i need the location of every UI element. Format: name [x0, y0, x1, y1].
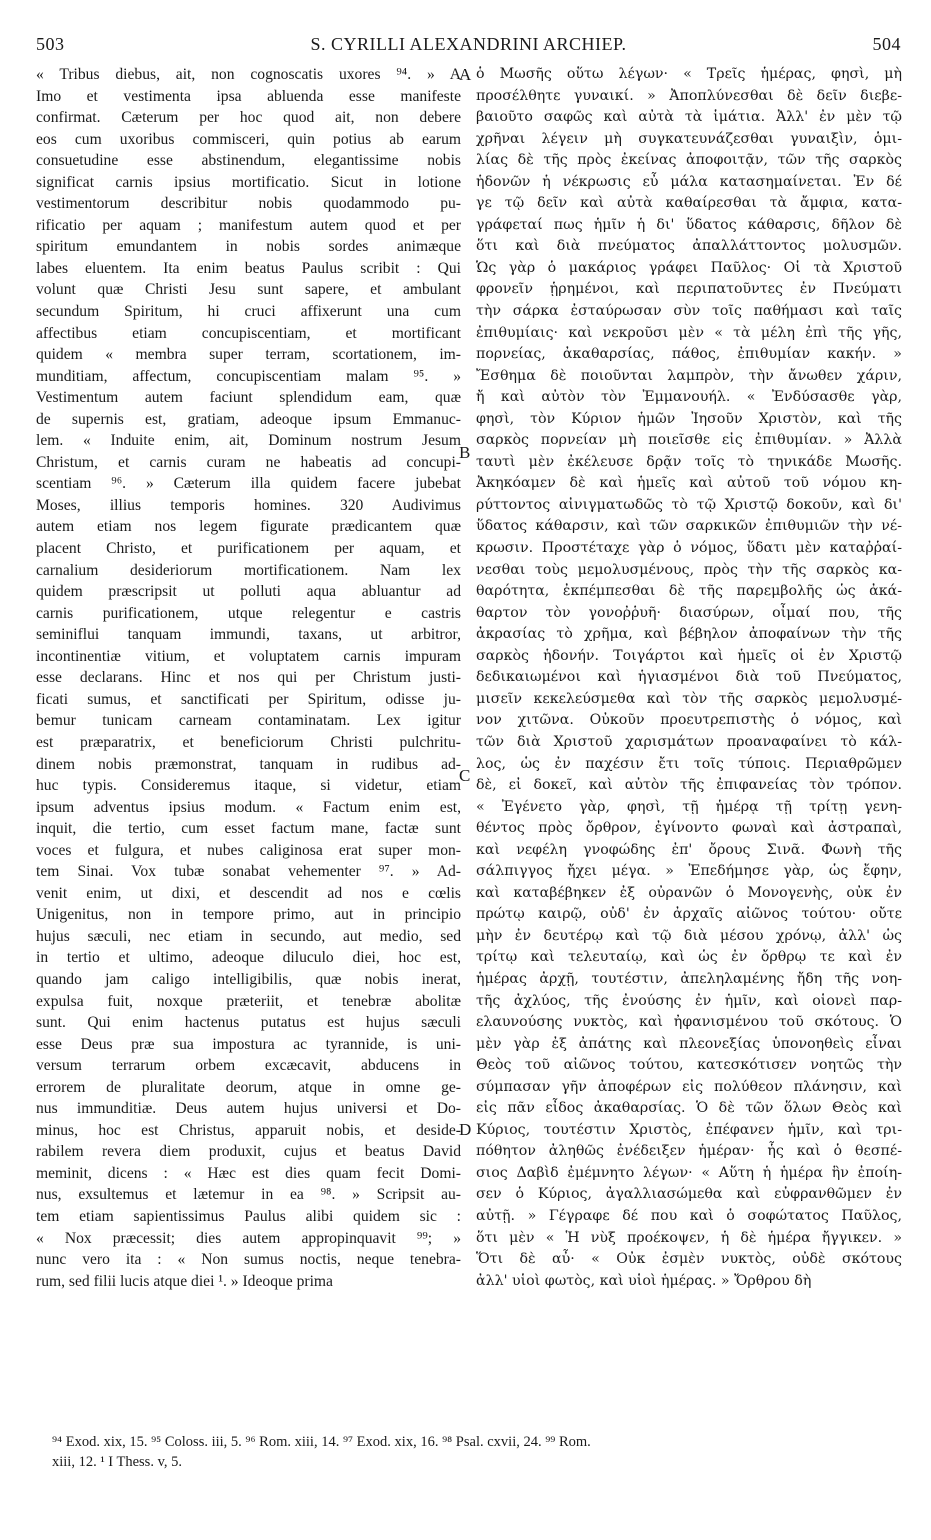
- greek-text-line: σαρκὸς ἡδονήν. Τοιγάρτοι καὶ ἡμεῖς οἱ ἐν Χριστῷ: [476, 647, 902, 664]
- greek-text-line: πρώτῳ καιρῷ, οὐδ' ἐν ἀρχαῖς αἰῶνος τούτου· οὔτε: [476, 906, 902, 923]
- margin-marker-a: A: [459, 65, 472, 84]
- greek-text-line: ἀλλ' υἱοὶ φωτὸς, καὶ υἱοὶ ἡμέρας. » Ὄρθρου δὴ: [476, 1272, 812, 1289]
- greek-text-line: ὕδατος κάθαρσιν, καὶ τῶν σαρκικῶν ἐπιθυμιῶν τὴν νέ-: [476, 518, 902, 535]
- latin-text-line: de supernis est, gratiam, adeoque ipsum Emmanuc-: [36, 410, 461, 428]
- latin-text-line: Unigenitus, non in tempore primo, aut in principio: [36, 906, 461, 924]
- greek-text-line: χρῆναι λέγειν μὴ συγκατευνάζεσθαι γυναιξὶν, ὁμι-: [476, 130, 902, 147]
- greek-text-line: ἐπιθυμίαις· καὶ νεκροῦσι μὲν « τὰ μέλη ἐπὶ τῆς γῆς,: [476, 324, 902, 341]
- latin-text-line: confirmat. Cæterum per hoc quod ait, non debere: [36, 109, 461, 127]
- greek-text-line: θαρτον τὸν γονοῤῥυῆ· διασύρων, οἶμαί που, τῆς: [476, 604, 902, 621]
- greek-text-line: « Ἐγένετο γὰρ, φησὶ, τῇ ἡμέρᾳ τῇ τρίτῃ γενη-: [476, 798, 902, 815]
- greek-text-line: Κύριος, τουτέστιν Χριστὸς, ἐπέφανεν ἡμῖν, καὶ τρι-: [476, 1121, 902, 1138]
- greek-text-line: φρονεῖν ᾑρημένοι, καὶ περιπατοῦντες ἐν Πνεύματι: [476, 281, 902, 298]
- latin-text-line: tem etiam sapientissimus Paulus alibi quidem sic :: [36, 1207, 461, 1225]
- margin-marker-b: B: [459, 443, 471, 462]
- greek-text-line: σύμπασαν γῆν ἀποφέρων εἰς πολύθεον πλάνησιν, καὶ: [476, 1078, 902, 1095]
- latin-text-line: hujus sæculi, nec etiam in secundo, aut medio, sed: [36, 927, 461, 945]
- latin-text-line: eos cum uxoribus commisceri, quin potius ab earum: [36, 130, 461, 148]
- greek-text-line: θαρότητα, ἐκπέμπεσθαι δὲ τῆς παρεμβολῆς ὡς ἀκά-: [476, 583, 902, 600]
- greek-text-line: Ἀκηκόαμεν δὲ καὶ ἡμεῖς καὶ αὐτοῦ τοῦ νόμου κη-: [476, 475, 902, 492]
- greek-text-line: σιος Δαβὶδ ἐμέμνητο λέγων· « Αὕτη ἡ ἡμέρα ἣν ἐποίη-: [476, 1164, 902, 1181]
- running-header: [36, 34, 901, 60]
- latin-text-line: dinem nobis præmonstrat, tanquam in rudibus ad-: [36, 755, 461, 773]
- latin-column: [36, 64, 461, 1292]
- latin-text-line: « Nox præcessit; dies autem appropinquavit ⁹⁹; »: [36, 1229, 461, 1247]
- greek-text-line: δεδικαιωμένοι καὶ ἡγιασμένοι διὰ τοῦ Πνεύματος,: [476, 669, 902, 686]
- latin-text-line: affectibus etiam concupiscentiam, et mortificant: [36, 324, 461, 342]
- greek-text-line: λος, ὡς ἐν παχέσιν ἔτι τοῖς τύποις. Περιαθρῶμεν: [476, 755, 902, 772]
- latin-text-line: esse declarans. Hinc et nos qui per Christum justi-: [36, 669, 461, 687]
- latin-text-line: nus, exsultemus et lætemur in ea ⁹⁸. » Scripsit au-: [36, 1186, 461, 1204]
- greek-text-line: μισεῖν κεκελεύσμεθα καὶ τὸν τῆς σαρκὸς μεμολυσμέ-: [476, 690, 902, 707]
- latin-text-line: venit enim, ut dixi, et descendit ad nos e cœlis: [36, 884, 461, 902]
- running-title: S. CYRILLI ALEXANDRINI ARCHIEP.: [310, 34, 627, 54]
- latin-text-line: nus immunditiæ. Deus autem hujus universi et Do-: [36, 1100, 461, 1118]
- greek-text-line: Θεὸς τοῦ αἰῶνος τούτου, κατεσκότισεν νοητῶς τὴν: [476, 1057, 902, 1074]
- latin-text-line: « Tribus diebus, ait, non cognoscatis uxores ⁹⁴. » A: [36, 66, 461, 83]
- latin-text-line: rificatio per aquam ; manifestum autem quod et per: [36, 216, 461, 234]
- footnote-line: ⁹⁴ Exod. xix, 15. ⁹⁵ Coloss. iii, 5. ⁹⁶ Rom. xiii, 14. ⁹⁷ Exod. xix, 16. ⁹⁸ Psal. cxvii, 24. ⁹⁹ Rom.: [52, 1434, 591, 1450]
- latin-text-line: rum, sed filii lucis atque diei ¹. » Ideoque prima: [36, 1272, 333, 1290]
- latin-text-line: vestimentorum describitur nobis quodammodo pu-: [36, 195, 461, 213]
- greek-text-line: μὲν γὰρ ἐξ ἀπάτης καὶ πλεονεξίας ὑπονοηθεὶς εἶναι: [476, 1035, 902, 1052]
- latin-text-line: lem. « Induite enim, ait, Dominum nostrum Jesum: [36, 432, 461, 450]
- latin-text-line: inquit, die tertio, cum esset factum mane, factæ sunt: [36, 820, 461, 838]
- latin-text-line: autem etiam nos legem figurate prædicantem quæ: [36, 518, 461, 536]
- right-page-number: 504: [872, 34, 901, 54]
- latin-text-line: quando jam caligo intelligibilis, quæ nobis inerat,: [36, 970, 461, 988]
- greek-text-line: λίας δὲ τῆς πρὸς ἐκείνας ἀποφοιτᾷν, τῶν τῆς σαρκὸς: [476, 152, 902, 169]
- greek-text-line: σάλπιγγος ἤχει μέγα. » Ἐπεδήμησε γὰρ, ὡς ἔφην,: [476, 863, 902, 880]
- greek-text-line: ὅτι μὲν « Ἡ νὺξ προέκοψεν, ἡ δὲ ἡμέρα ἤγγικεν. »: [476, 1229, 902, 1246]
- greek-text-line: ἤ καὶ αὐτὸν τὸν Ἐμμανουήλ. « Ἐνδύσασθε γὰρ,: [476, 389, 902, 406]
- greek-column: [476, 64, 902, 1292]
- latin-text-line: munditiam, affectum, concupiscentiam malam ⁹⁵. »: [36, 367, 461, 385]
- footnote-line: xiii, 12. ¹ I Thess. v, 5.: [52, 1454, 183, 1470]
- latin-text-line: quidem « membra super terram, scortationem, im-: [36, 346, 461, 364]
- latin-text-line: secundum Spiritum, hi cruci affixerunt una cum: [36, 303, 461, 321]
- greek-text-line: τῆς ἀχλύος, τῆς ἐνούσης ἐν ἡμῖν, καὶ οἱονεὶ παρ-: [476, 992, 902, 1009]
- greek-text-line: Ὡς γὰρ ὁ μακάριος γράφει Παῦλος· Οἱ τὰ Χριστοῦ: [476, 259, 902, 276]
- latin-text-line: sunt. Qui enim hactenus putatus est hujus sæculi: [36, 1014, 461, 1032]
- latin-text-line: expulsa fuit, noxque præteriit, et tenebræ abolitæ: [36, 992, 461, 1010]
- latin-text-line: carnis purificationem, utque relegentur e castris: [36, 604, 461, 622]
- greek-text-line: προσέλθητε γυναικί. » Ἀποπλύνεσθαι δὲ δεῖν διεβε-: [476, 87, 902, 104]
- latin-text-line: versum terrarum orbem excæcavit, abducens in: [36, 1057, 461, 1075]
- greek-text-line: Ἔσθημα δὲ ποιοῦνται λαμπρὸν, τὴν ἄνωθεν χάριν,: [476, 367, 902, 384]
- left-page-number: 503: [36, 34, 65, 54]
- greek-text-line: ελαυνούσης νυκτὸς, καὶ ἠφανισμένου τοῦ σκότους. Ὁ: [476, 1014, 902, 1031]
- latin-text-line: est præparatrix, et beneficiorum Christi pulchritu-: [36, 733, 461, 751]
- greek-text-line: δὲ, εἰ δοκεῖ, καὶ αὐτὸν τῆς ἐπιφανείας τὸν τρόπον.: [476, 777, 902, 794]
- latin-text-line: Christum, et carnis curam ne habeatis ad concupi-: [36, 453, 461, 471]
- latin-text-line: meminit, dicens : « Hæc est dies quam fecit Domi-: [36, 1164, 461, 1182]
- latin-text-line: spiritum emundantem in nobis sordes animæque: [36, 238, 461, 256]
- greek-text-line: εἰς πᾶν εἶδος ἀκαθαρσίας. Ὁ δὲ τῶν ὅλων Θεὸς καὶ: [476, 1100, 902, 1117]
- greek-text-line: αὐτῇ. » Γέγραφε δέ που καὶ ὁ σοφώτατος Παῦλος,: [476, 1207, 902, 1224]
- latin-text-line: Imo et vestimenta ipsa abluenda esse manifeste: [36, 87, 461, 105]
- latin-text-line: nunc vero ita : « Non sumus noctis, neque tenebra-: [36, 1251, 461, 1269]
- greek-text-line: ὅτι καὶ διὰ πνεύματος ἀπαλλάττοντος μολυσμῶν.: [476, 238, 902, 255]
- greek-text-line: γε τῷ δεῖν καὶ αὐτὰ καθαίρεσθαι τὰ ἄμφια, κατα-: [476, 195, 902, 212]
- latin-text-line: significat carnis ipsius mortificatio. Sicut in lotione: [36, 173, 461, 191]
- greek-text-line: καὶ νεφέλη γνοφώδης ἐπ' ὄρους Σινᾶ. Φωνὴ τῆς: [476, 841, 902, 858]
- latin-text-line: huc typis. Consideremus itaque, si videtur, etiam: [36, 777, 461, 795]
- latin-text-line: Vestimentum autem faciunt splendidum eam, quæ: [36, 389, 461, 407]
- latin-text-line: scentiam ⁹⁶. » Cæterum illa quidem facere jubebat: [36, 475, 461, 493]
- margin-marker-c: C: [459, 766, 471, 785]
- greek-text-line: ἡδονῶν ἡ νέκρωσις εὖ μάλα κατασημαίνεται. Ἐν δέ: [476, 173, 902, 190]
- greek-text-line: ρύττοντος αἰνιγματωδῶς τὸ τῷ Χριστῷ δοκοῦν, καὶ δι': [476, 496, 902, 513]
- latin-text-line: quidem præscripsit ut polluti aqua abluantur ad: [36, 583, 461, 601]
- latin-text-line: in tertio et ultimo, adeoque diluculo diei, hoc est,: [36, 949, 461, 967]
- greek-text-line: μὴν ἐν δευτέρῳ καὶ τῷ διὰ μέσου χρόνῳ, ἀλλ' ὡς: [476, 927, 902, 944]
- greek-text-line: βαιοῦτο σαφῶς καὶ αὐτὰ τὰ ἱμάτια. Ἀλλ' ἐν μὲν τῷ: [476, 109, 902, 126]
- greek-text-line: Ὅτι δὲ αὖ· « Οὐκ ἐσμὲν νυκτὸς, οὐδὲ σκότους: [476, 1251, 902, 1268]
- greek-text-line: τῶν διὰ Χριστοῦ χαρισμάτων προαναφαίνει τὸ κάλ-: [476, 733, 902, 750]
- greek-text-line: πορνείας, ἀκαθαρσίας, πάθος, ἐπιθυμίαν κακήν. »: [476, 346, 902, 363]
- greek-text-line: σεν ὁ Κύριος, ἀγαλλιασώμεθα καὶ εὐφρανθῶμεν ἐν: [476, 1186, 902, 1203]
- greek-text-line: νον χιτῶνα. Οὐκοῦν προευτρεπιστὴς ὁ νόμος, καὶ: [476, 712, 902, 729]
- greek-text-line: ἡμέρας ἀρχῇ, τουτέστιν, ἀπεληλαμένης ἤδη τῆς νοη-: [476, 970, 902, 987]
- greek-text-line: νεσθαι τοὺς μεμολυσμένους, πρὸς τὴν τῆς σαρκὸς κα-: [476, 561, 902, 578]
- greek-text-line: ταυτὶ μὲν ἐκέλευσε δρᾷν τοῖς τὸ τηνικάδε Μωσῆς.: [476, 453, 902, 470]
- greek-text-line: ἀκρασίας τὸ χρῆμα, καὶ βέβηλον ἀποφαίνων τὴν τῆς: [476, 626, 902, 643]
- latin-text-line: consuetudine esse abstinendum, elegantissime nobis: [36, 152, 461, 170]
- latin-text-line: incontinentiæ vitium, et voluptatem carnis impuram: [36, 647, 461, 665]
- footnotes: [52, 1432, 912, 1472]
- latin-text-line: esse Deus præ sua impostura ac tyrannide, is uni-: [36, 1035, 461, 1053]
- latin-text-line: bemur tunicam carneam contaminatam. Lex igitur: [36, 712, 461, 730]
- latin-text-line: Moses, illius temporis homines. 320 Audivimus: [36, 496, 461, 514]
- margin-marker-d: D: [459, 1120, 472, 1139]
- greek-text-line: κρωσιν. Προστέταχε γὰρ ὁ νόμος, ὕδατι μὲν καταῤῥαί-: [476, 540, 902, 557]
- greek-text-line: τὴν σάρκα ἐσταύρωσαν σὺν τοῖς παθήμασι καὶ ταῖς: [476, 303, 902, 320]
- greek-text-line: φησὶ, τὸν Κύριον ἡμῶν Ἰησοῦν Χριστὸν, καὶ τῆς: [476, 410, 902, 427]
- latin-text-line: errorem de pluralitate deorum, atque in omne ge-: [36, 1078, 461, 1096]
- greek-text-line: τρίτῳ καὶ τελευταίῳ, καὶ ὡς ἐν ὄρθρῳ τε καὶ ἐν: [476, 949, 902, 966]
- latin-text-line: tem Sinai. Vox tubæ sonabat vehementer ⁹⁷. » Ad-: [36, 863, 461, 881]
- latin-text-line: voces et fulgura, et nubes caliginosa erat super mon-: [36, 841, 461, 859]
- latin-text-line: placent Christo, et purificationem per aquam, et: [36, 540, 461, 558]
- latin-text-line: carnalium desideriorum mortificationem. Nam lex: [36, 561, 461, 579]
- greek-text-line: ὁ Μωσῆς οὕτω λέγων· « Τρεῖς ἡμέρας, φησὶ, μὴ: [476, 66, 902, 82]
- greek-text-line: καὶ καταβέβηκεν ἐξ οὐρανῶν ὁ Μονογενὴς, οὐκ ἐν: [476, 884, 902, 901]
- greek-text-line: σαρκὸς πορνείαν μὴ ποιεῖσθε εἰς ἐπιθυμίαν. » Ἀλλὰ: [476, 432, 902, 449]
- greek-text-line: πόθητον ἀληθῶς ἐνέδειξεν ἡμέραν· ἧς καὶ ὁ θεσπέ-: [476, 1143, 902, 1160]
- greek-text-line: γράφεταί πως ἡμῖν ἡ δι' ὕδατος κάθαρσις, δῆλον δὲ: [476, 216, 902, 233]
- latin-text-line: ficati sumus, et sanctificati per Spiritum, odisse ju-: [36, 690, 461, 708]
- latin-text-line: seminiflui tanquam immundi, taxans, ut arbitror,: [36, 626, 461, 644]
- greek-text-line: θέντος πρὸς ὄρθρον, ἐγίνοντο φωναὶ καὶ ἀστραπαὶ,: [476, 820, 902, 837]
- latin-text-line: ipsum adventus ipsius modum. « Factum enim est,: [36, 798, 461, 816]
- latin-text-line: minus, hoc est Christus, apparuit nobis, et deside-: [36, 1121, 461, 1139]
- latin-text-line: rabilem revera diem produxit, cujus et beatus David: [36, 1143, 461, 1161]
- latin-text-line: labes eluentem. Ita enim beatus Paulus scribit : Qui: [36, 259, 461, 277]
- latin-text-line: volunt quæ Christi Jesu sunt sapere, et ambulant: [36, 281, 461, 299]
